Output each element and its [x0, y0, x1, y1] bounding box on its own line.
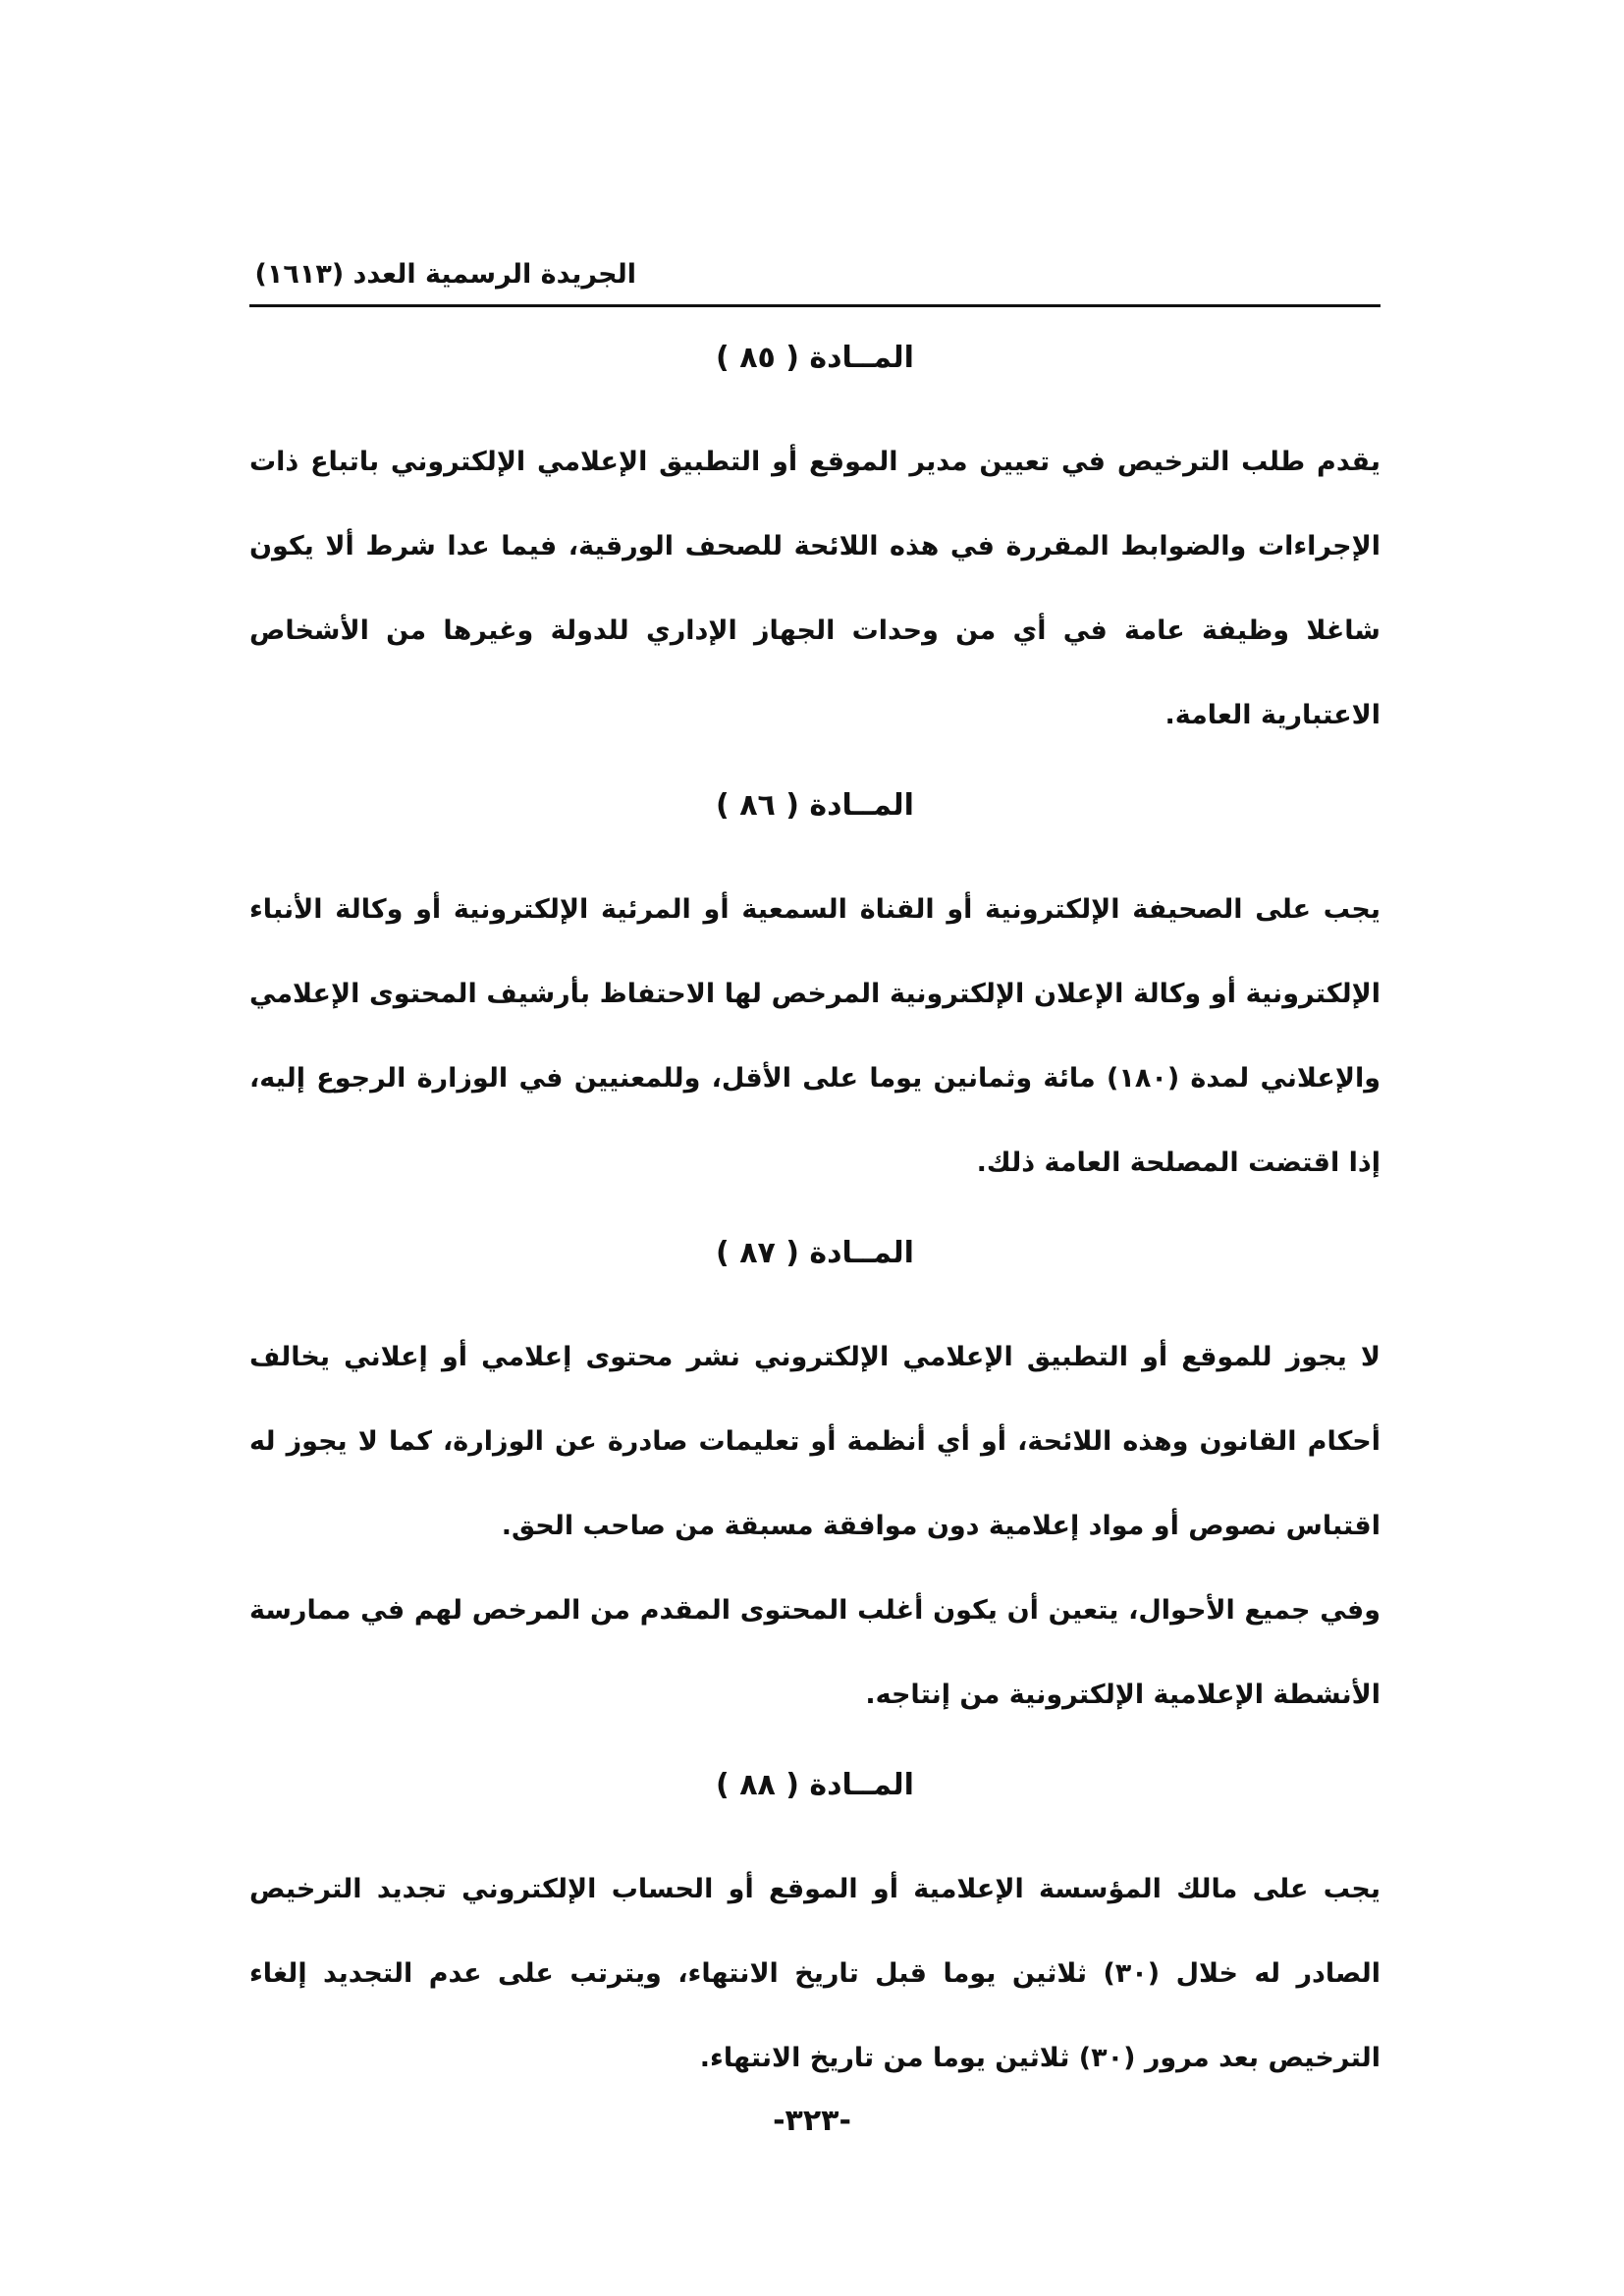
article-body	[249, 420, 1380, 758]
article-paragraph: يقدم طلب الترخيص في تعيين مدير الموقع أو التطبيق الإعلامي الإلكتروني باتباع ذات الإجراءات والضوابط المقررة في هذه اللائحة للصحف الورقية، فيما عدا شرط ألا يكون شاغلا وظيفة عامة في أي من وحدات الجهاز الإداري للدولة وغيرها من الأشخاص الاعتبارية العامة.	[249, 447, 1380, 730]
article-86	[249, 779, 1380, 1205]
article-heading: المــادة ( ٨٥ )	[716, 341, 914, 375]
article-body	[249, 1847, 1380, 2101]
article-87	[249, 1227, 1380, 1737]
page-number: -٣٢٣-	[773, 2104, 851, 2138]
article-paragraph: يجب على مالك المؤسسة الإعلامية أو الموقع أو الحساب الإلكتروني تجديد الترخيص الصادر له خلال (٣٠) ثلاثين يوما قبل تاريخ الانتهاء، ويترتب على عدم التجديد إلغاء الترخيص بعد مرور (٣٠) ثلاثين يوما من تاريخ الانتهاء.	[249, 1874, 1380, 2073]
article-body	[249, 1315, 1380, 1737]
article-body	[249, 868, 1380, 1205]
article-paragraph: وفي جميع الأحوال، يتعين أن يكون أغلب المحتوى المقدم من المرخص لهم في ممارسة الأنشطة الإعلامية الإلكترونية من إنتاجه.	[249, 1595, 1380, 1710]
article-paragraph: يجب على الصحيفة الإلكترونية أو القناة السمعية أو المرئية الإلكترونية أو وكالة الأنباء الإلكترونية أو وكالة الإعلان الإلكترونية المرخص لها الاحتفاظ بأرشيف المحتوى الإعلامي والإعلاني لمدة (١٨٠) مائة وثمانين يوما على الأقل، وللمعنيين في الوزارة الرجوع إليه، إذا اقتضت المصلحة العامة ذلك.	[249, 894, 1380, 1178]
running-header	[249, 253, 1380, 307]
article-heading: المــادة ( ٨٧ )	[716, 1236, 914, 1270]
article-heading: المــادة ( ٨٦ )	[716, 788, 914, 823]
article-heading: المــادة ( ٨٨ )	[716, 1768, 914, 1802]
gazette-title: الجريدة الرسمية العدد (١٦١٣)	[254, 259, 636, 290]
article-paragraph: لا يجوز للموقع أو التطبيق الإعلامي الإلكتروني نشر محتوى إعلامي أو إعلاني يخالف أحكام القانون وهذه اللائحة، أو أي أنظمة أو تعليمات صادرة عن الوزارة، كما لا يجوز له اقتباس نصوص أو مواد إعلامية دون موافقة مسبقة من صاحب الحق.	[249, 1342, 1380, 1541]
article-88	[249, 1759, 1380, 2101]
document-content	[249, 332, 1380, 2101]
article-85	[249, 332, 1380, 758]
